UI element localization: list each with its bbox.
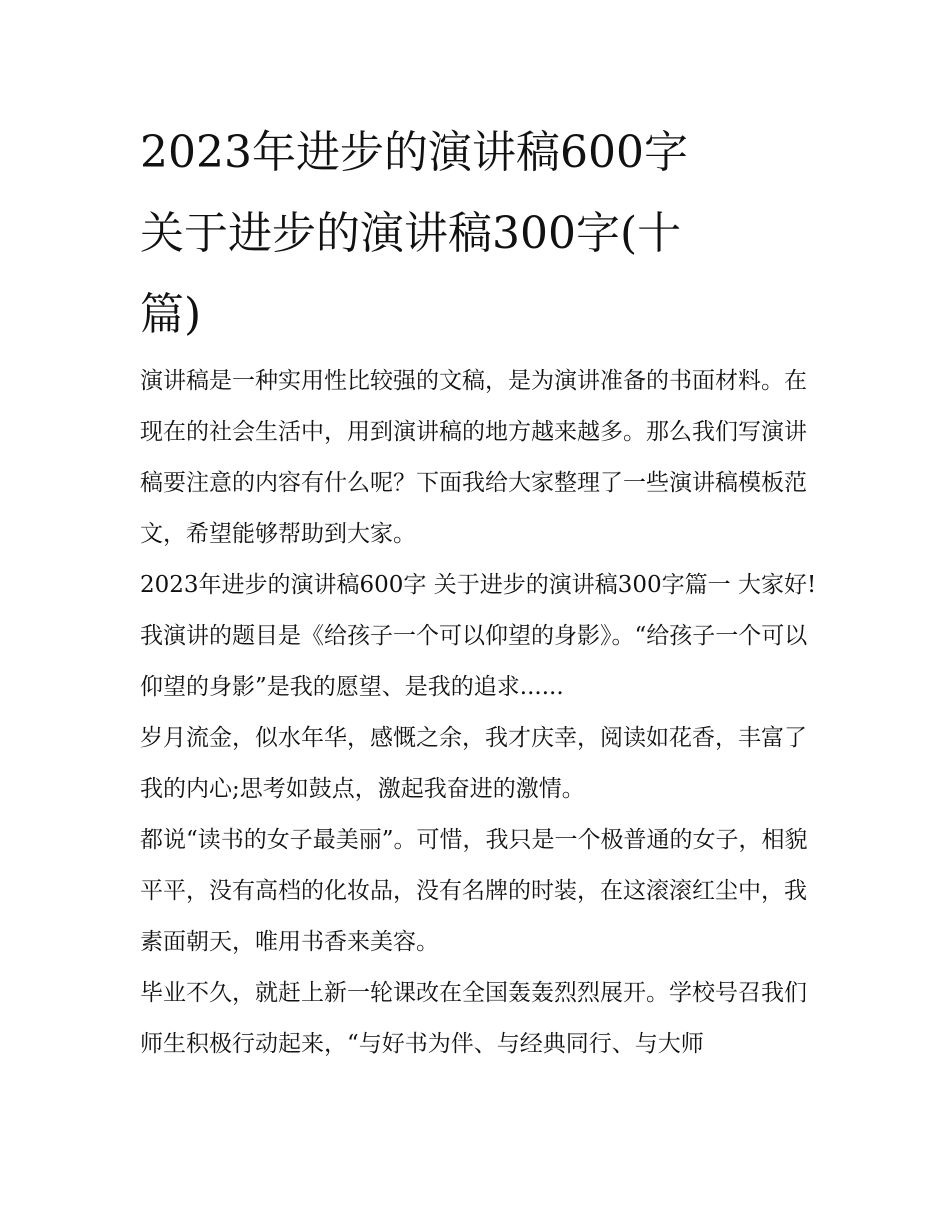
document-body [140,356,820,1070]
document-title [140,112,820,355]
title-line: 2023年进步的演讲稿600字 [140,127,688,178]
section-heading-paragraph: 2023年进步的演讲稿600字 关于进步的演讲稿300字篇一 大家好! [140,572,817,598]
body-paragraph: 毕业不久，就赶上新一轮课改在全国轰轰烈烈展开。学校号召我们师生积极行动起来，“与好书为伴、与经典同行、与大师 [140,980,807,1057]
title-line: 篇) [140,289,202,340]
body-paragraph: 岁月流金，似水年华，感慨之余，我才庆幸，阅读如花香，丰富了我的内心;思考如鼓点，激起我奋进的激情。 [140,725,807,802]
body-paragraph: 都说“读书的女子最美丽”。可惜，我只是一个极普通的女子，相貌平平，没有高档的化妆品，没有名牌的时装，在这滚滚红尘中，我素面朝天，唯用书香来美容。 [140,827,808,955]
title-line: 关于进步的演讲稿300字(十 [140,208,682,259]
body-paragraph: 我演讲的题目是《给孩子一个可以仰望的身影》。“给孩子一个可以仰望的身影”是我的愿望、是我的追求...... [140,623,808,700]
intro-paragraph: 演讲稿是一种实用性比较强的文稿，是为演讲准备的书面材料。在现在的社会生活中，用到演讲稿的地方越来越多。那么我们写演讲稿要注意的内容有什么呢？下面我给大家整理了一些演讲稿模板范文，希望能够帮助到大家。 [140,368,807,547]
